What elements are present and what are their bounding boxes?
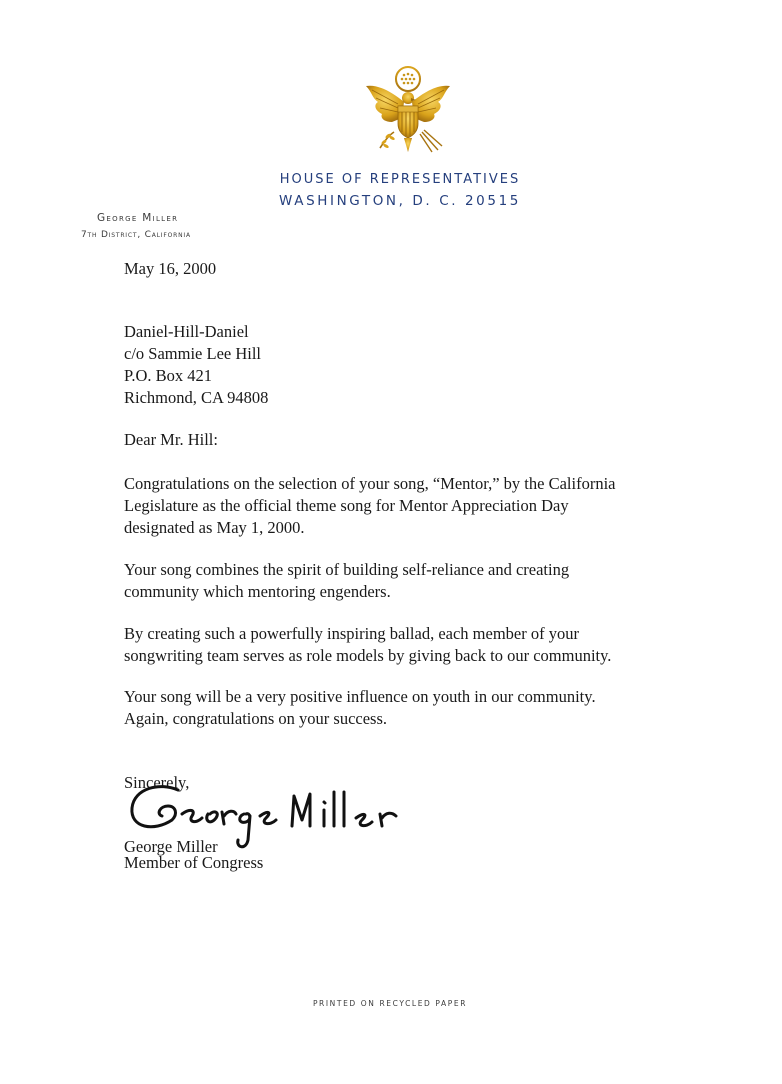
paragraph-line: Legislature as the official theme song for Mentor Appreciation Day [124,496,569,515]
eagle-seal-icon [358,62,458,162]
body-paragraph [124,473,615,539]
closing: Sincerely, [124,773,190,792]
paragraph-line: Congratulations on the selection of your song, “Mentor,” by the California [124,474,616,493]
recipient-address [124,321,268,409]
address-line: P.O. Box 421 [124,366,213,385]
letterhead-city: WASHINGTON, D. C. 20515 [279,193,521,209]
sender-district: 7th District, California [81,230,191,240]
salutation: Dear Mr. Hill: [124,430,218,449]
body-paragraph [124,559,569,603]
sender-name: George Miller [97,212,179,224]
body-paragraph [124,686,596,730]
footer-note: PRINTED ON RECYCLED PAPER [312,999,468,1008]
letter-date: May 16, 2000 [124,259,217,278]
paragraph-line: By creating such a powerfully inspiring ballad, each member of your [124,624,579,643]
signature-title: Member of Congress [124,853,264,872]
paragraph-line: songwriting team serves as role models by giving back to our community. [124,646,612,665]
letterhead-house: HOUSE OF REPRESENTATIVES [279,172,521,187]
address-line: Daniel-Hill-Daniel [124,322,249,341]
address-line: Richmond, CA 94808 [124,388,269,407]
paragraph-line: Your song will be a very positive influence on youth in our community. [124,687,596,706]
handwritten-signature [120,770,420,860]
address-line: c/o Sammie Lee Hill [124,344,262,363]
paragraph-line: Your song combines the spirit of building self-reliance and creating [124,560,570,579]
signature-name: George Miller [124,837,218,856]
paragraph-line: Again, congratulations on your success. [124,709,388,728]
body-paragraph [124,623,611,667]
paragraph-line: designated as May 1, 2000. [124,518,305,537]
paragraph-line: community which mentoring engenders. [124,582,391,601]
